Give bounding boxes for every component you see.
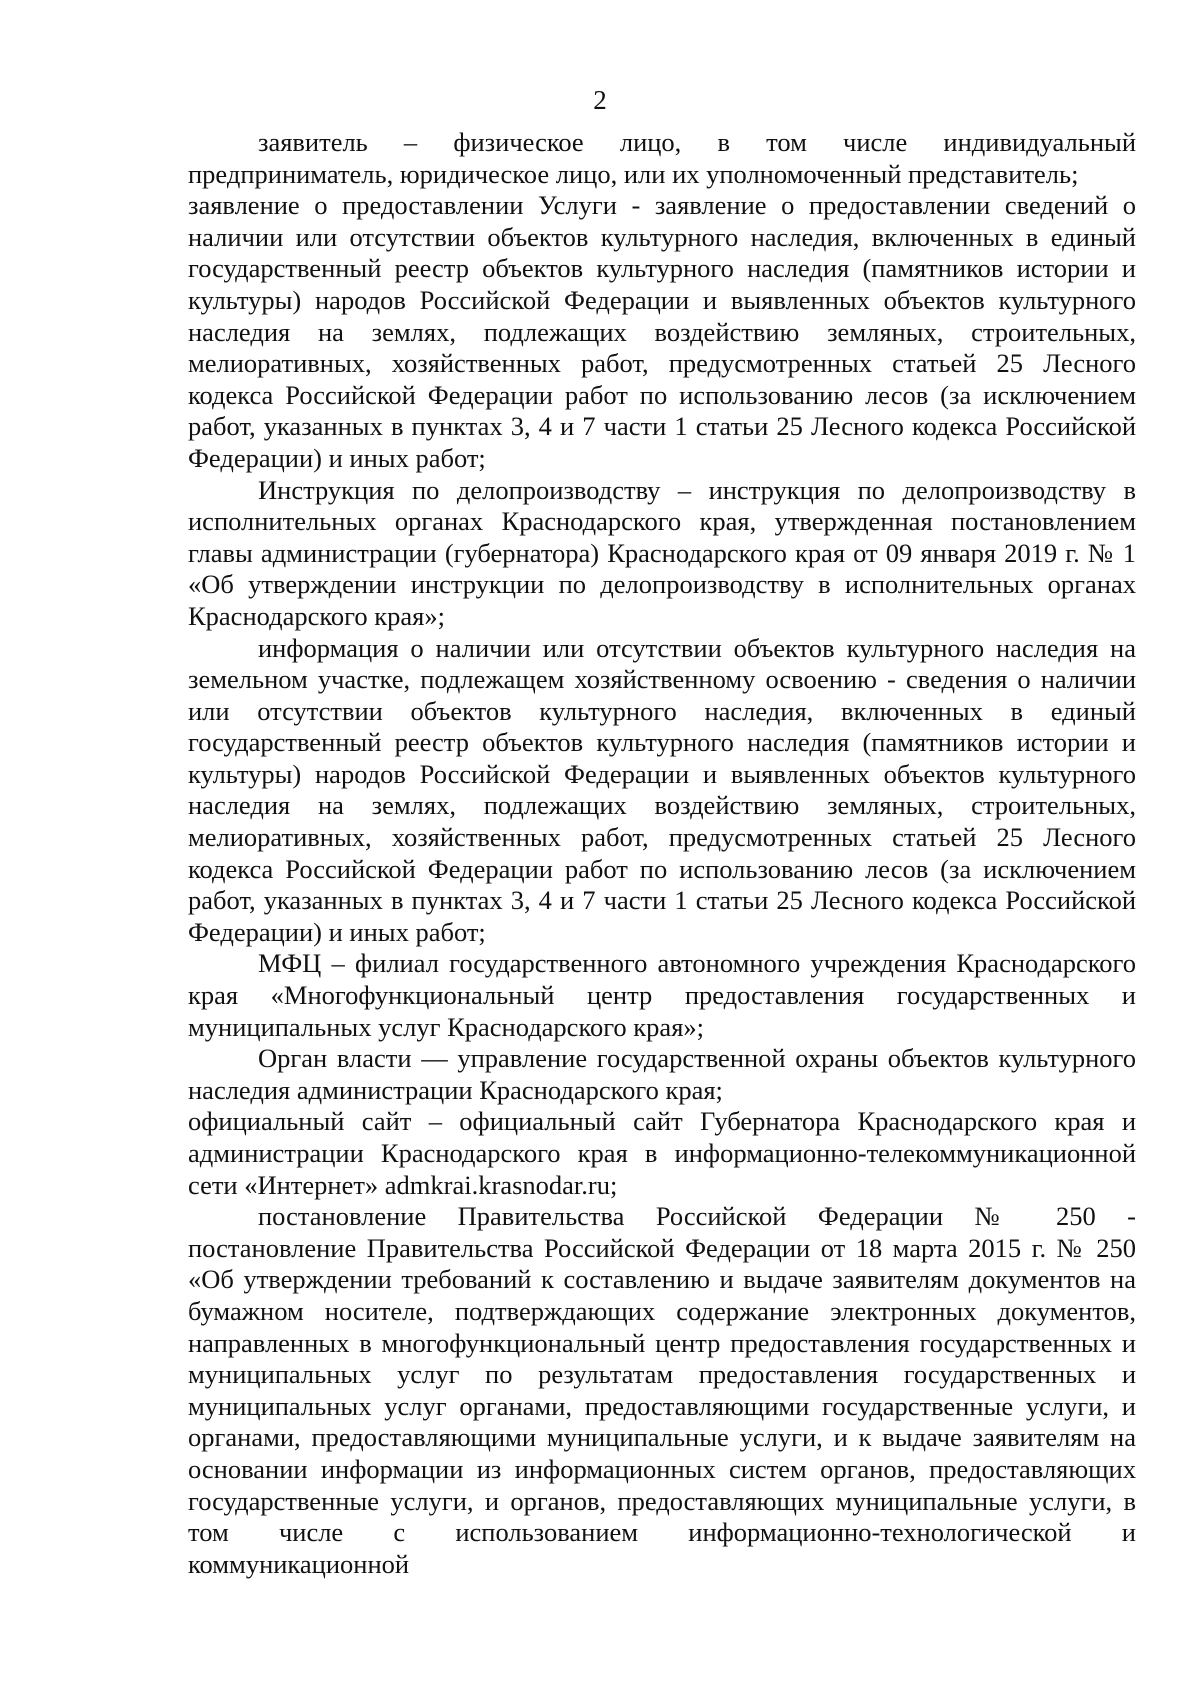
paragraph-authority-definition: Орган власти — управление государственной охраны объектов культурного наследия администрации Краснодарского края; bbox=[188, 1043, 1136, 1105]
paragraph-applicant-definition: заявитель – физическое лицо, в том числе индивидуальный предприниматель, юридическое лицо, или их уполномоченный представитель; bbox=[188, 127, 1136, 189]
page-number: 2 bbox=[593, 85, 607, 115]
paragraph-official-site-definition: официальный сайт – официальный сайт Губернатора Краснодарского края и администрации Краснодарского края в информационно-телекоммуникационной сети «Интернет» admkrai.krasnodar.ru; bbox=[188, 1106, 1136, 1200]
paragraph-information-definition: информация о наличии или отсутствии объектов культурного наследия на земельном участке, подлежащем хозяйственному освоению - сведения о наличии или отсутствии объектов культурного наследия, включенных в единый государственный реестр объектов культурного наследия (памятников истории и культуры) народов Российской Федерации и выявленных объектов культурного наследия на землях, подлежащих воздействию земляных, строительных, мелиоративных, хозяйственных работ, предусмотренных статьей 25 Лесного кодекса Российской Федерации работ по использованию лесов (за исключением работ, указанных в пунктах 3, 4 и 7 части 1 статьи 25 Лесного кодекса Российской Федерации) и иных работ; bbox=[188, 632, 1136, 947]
paragraph-resolution-250-definition: постановление Правительства Российской Федерации № 250 - постановление Правительства Российской Федерации от 18 марта 2015 г. № 250 «Об утверждении требований к составлению и выдаче заявителям документов на бумажном носителе, подтверждающих содержание электронных документов, направленных в многофункциональный центр предоставления государственных и муниципальных услуг по результатам предоставления государственных и муниципальных услуг органами, предоставляющими государственные услуги, и органами, предоставляющими муниципальные услуги, и к выдаче заявителям на основании информации из информационных систем органов, предоставляющих государственные услуги, и органов, предоставляющих муниципальные услуги, в том числе с использованием информационно-технологической и коммуникационной bbox=[188, 1201, 1136, 1579]
paragraph-mfc-definition: МФЦ – филиал государственного автономного учреждения Краснодарского края «Многофункциональный центр предоставления государственных и муниципальных услуг Краснодарского края»; bbox=[188, 948, 1136, 1042]
paragraph-instruction-definition: Инструкция по делопроизводству – инструкция по делопроизводству в исполнительных органах Краснодарского края, утвержденная постановлением главы администрации (губернатора) Краснодарского края от 09 января 2019 г. № 1 «Об утверждении инструкции по делопроизводству в исполнительных органах Краснодарского края»; bbox=[188, 474, 1136, 631]
paragraph-application-definition: заявление о предоставлении Услуги - заявление о предоставлении сведений о наличии или отсутствии объектов культурного наследия, включенных в единый государственный реестр объектов культурного наследия (памятников истории и культуры) народов Российской Федерации и выявленных объектов культурного наследия на землях, подлежащих воздействию земляных, строительных, мелиоративных, хозяйственных работ, предусмотренных статьей 25 Лесного кодекса Российской Федерации работ по использованию лесов (за исключением работ, указанных в пунктах 3, 4 и 7 части 1 статьи 25 Лесного кодекса Российской Федерации) и иных работ; bbox=[188, 190, 1136, 473]
document-body bbox=[188, 127, 1136, 1580]
